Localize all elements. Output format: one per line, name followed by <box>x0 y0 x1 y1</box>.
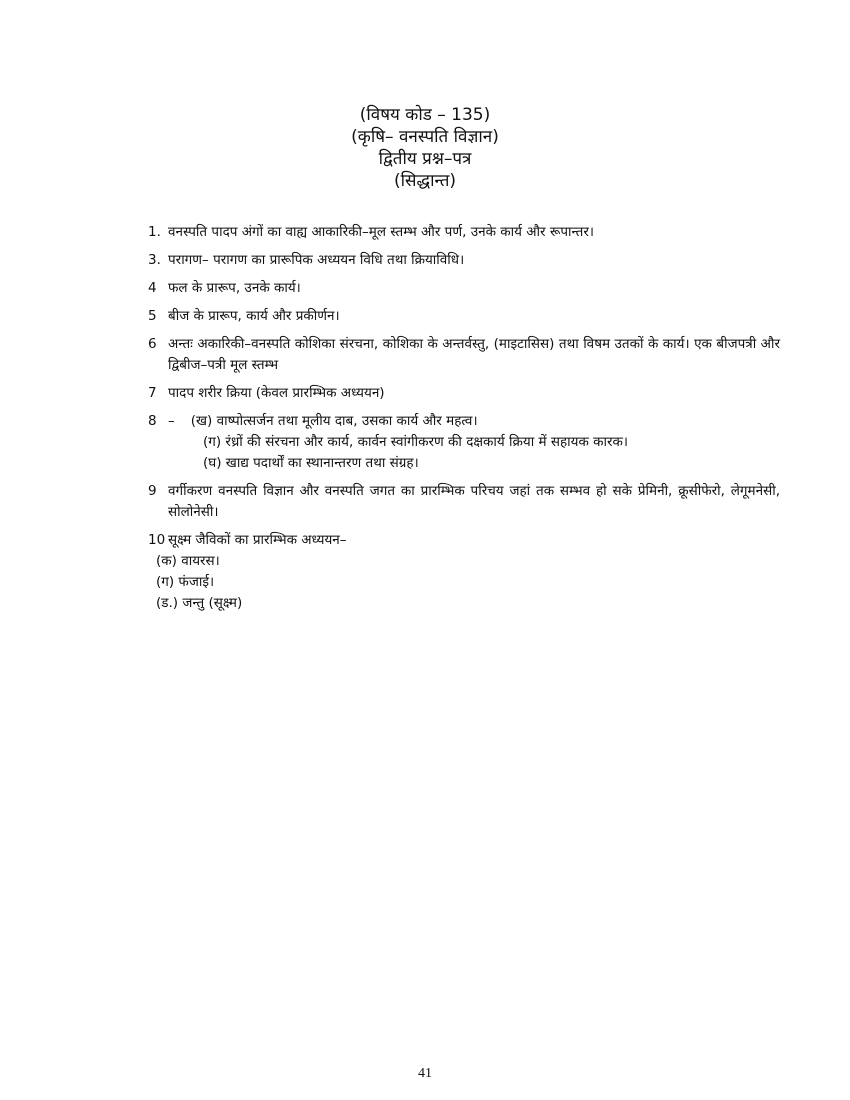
subject-title: (कृषि– वनस्पति विज्ञान) <box>351 127 499 147</box>
subject-code: (विषय कोड – 135) <box>359 105 491 125</box>
item-number: 8 <box>148 413 157 429</box>
document-header <box>0 104 850 192</box>
list-item <box>148 306 780 327</box>
list-item-8 <box>148 411 780 474</box>
item-text: बीज के प्रारूप, कार्य और प्रकीर्णन। <box>168 308 340 324</box>
item-number: 5 <box>148 308 157 324</box>
item-8-sub-d: (घ) खाद्य पदार्थों का स्थानान्तरण तथा संग्रह। <box>203 455 419 471</box>
list-item <box>148 250 780 271</box>
list-item <box>148 222 780 243</box>
item-text: सूक्ष्म जैविकों का प्रारम्भिक अध्ययन– <box>168 532 347 548</box>
sub-item: (ड.) जन्तु (सूक्ष्म) <box>156 595 243 611</box>
list-item <box>148 383 780 404</box>
sub-item: (ग) फंजाई। <box>156 574 215 590</box>
sub-item: (क) वायरस। <box>156 553 220 569</box>
syllabus-list <box>148 222 780 614</box>
list-item-9 <box>148 481 780 523</box>
paper-type: (सिद्धान्त) <box>393 171 457 191</box>
item-number: 10 <box>148 532 166 548</box>
item-text: वनस्पति पादप अंगों का वाह्य आकारिकी–मूल स्तम्भ और पर्ण, उनके कार्य और रूपान्तर। <box>168 224 594 240</box>
item-dash: – <box>168 413 175 429</box>
item-text: फल के प्रारूप, उनके कार्य। <box>168 280 301 296</box>
item-text: पादप शरीर क्रिया (केवल प्रारम्भिक अध्ययन) <box>168 385 385 401</box>
item-number: 4 <box>148 280 157 296</box>
item-10-sublist <box>148 551 780 614</box>
page-number: 41 <box>418 1066 432 1081</box>
item-8-sub-c: (ग) रंध्रों की संरचना और कार्य, कार्वन स्वांगीकरण की दक्षकार्य क्रिया में सहायक कारक। <box>203 434 629 450</box>
item-number: 1. <box>148 224 161 240</box>
item-8-line-1 <box>168 411 780 432</box>
item-number: 9 <box>148 483 157 499</box>
item-text: अन्तः अकारिकी–वनस्पति कोशिका संरचना, कोशिका के अन्तर्वस्तु, (माइटासिस) तथा विषम उतकों के कार्य। एक बीजपत्री और द्विबीज–पत्री मूल स्तम्भ <box>168 336 780 373</box>
item-number: 6 <box>148 336 157 352</box>
item-text: वर्गीकरण वनस्पति विज्ञान और वनस्पति जगत का प्रारम्भिक परिचय जहां तक सम्भव हो सके प्रेमिनी, क्रूसीफेरो, लेगूमनेसी, सोलोनेसी। <box>168 483 780 520</box>
list-item <box>148 278 780 299</box>
list-item-10 <box>148 530 780 551</box>
item-number: 7 <box>148 385 157 401</box>
item-8-sub-b: (ख) वाष्पोत्सर्जन तथा मूलीय दाब, उसका कार्य और महत्व। <box>190 413 478 429</box>
paper-title: द्वितीय प्रश्न–पत्र <box>378 149 472 169</box>
item-text: परागण– परागण का प्रारूपिक अध्ययन विधि तथा क्रियाविधि। <box>168 252 465 268</box>
item-number: 3. <box>148 252 161 268</box>
item-8-body <box>168 411 780 474</box>
list-item <box>148 334 780 376</box>
